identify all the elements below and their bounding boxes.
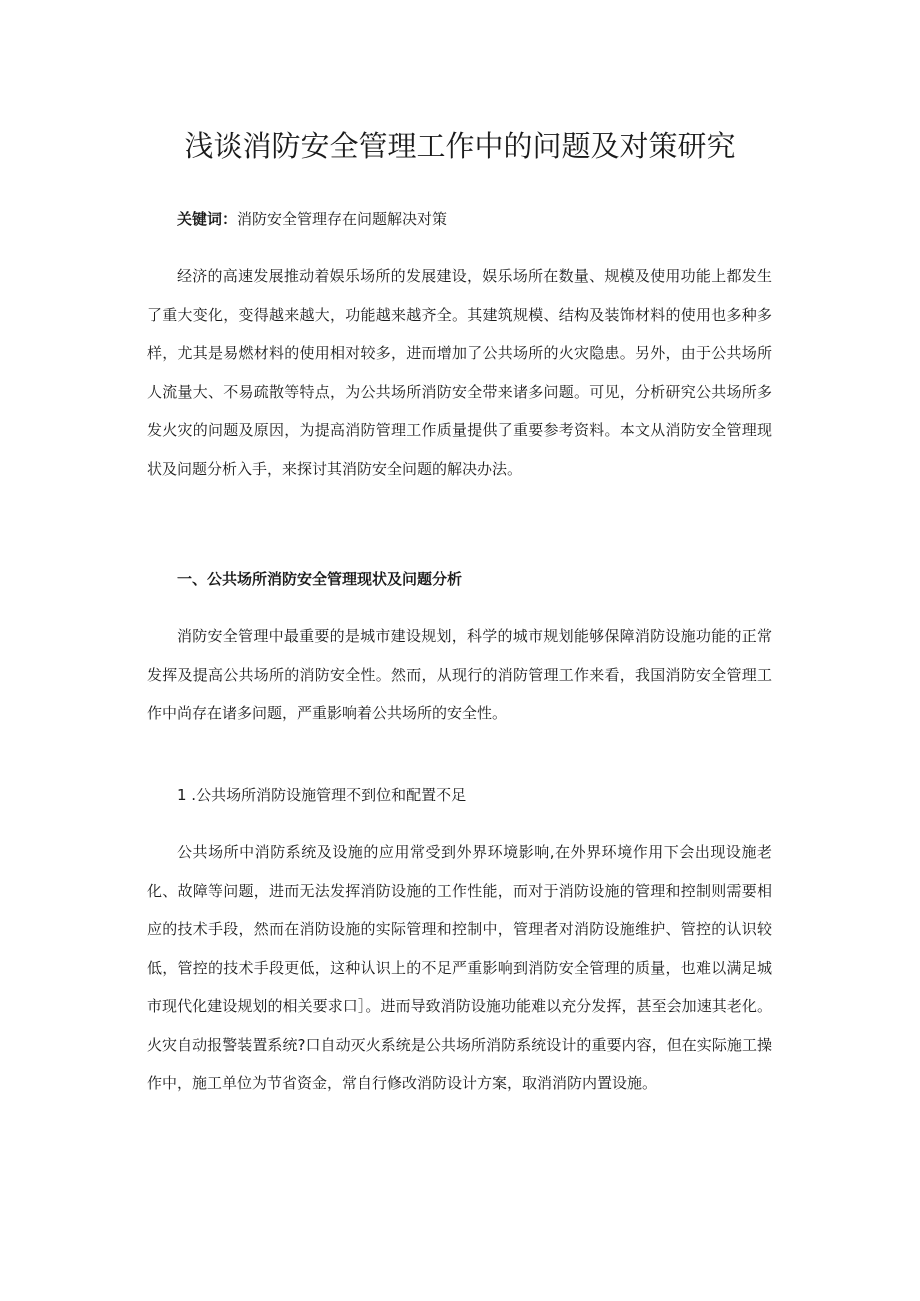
keywords-line	[177, 206, 447, 232]
section-1-paragraph: 消防安全管理中最重要的是城市建设规划，科学的城市规划能够保障消防设施功能的正常发挥及提高公共场所的消防安全性。然而，从现行的消防管理工作来看，我国消防安全管理工作中尚存在诸多问题，严重影响着公共场所的安全性。	[147, 627, 772, 722]
subsection-1-paragraph: 公共场所中消防系统及设施的应用常受到外界环境影响,在外界环境作用下会出现设施老化、故障等问题，进而无法发挥消防设施的工作性能，而对于消防设施的管理和控制则需要相应的技术手段，然而在消防设施的实际管理和控制中，管理者对消防设施维护、管控的认识较低，管控的技术手段更低，这种认识上的不足严重影响到消防安全管理的质量，也难以满足城市现代化建设规划的相关要求口］。进而导致消防设施功能难以充分发挥，甚至会加速其老化。火灾自动报警装置系统?口自动灭火系统是公共场所消防系统设计的重要内容，但在实际施工操作中，施工单位为节省资金，常自行修改消防设计方案，取消消防内置设施。	[147, 843, 772, 1092]
keywords-value: 消防安全管理存在问题解决对策	[237, 210, 448, 228]
section-1-heading: 一、公共场所消防安全管理现状及问题分析	[177, 570, 463, 588]
subsection-1-heading: 1 .公共场所消防设施管理不到位和配置不足	[177, 786, 467, 804]
document-title: 浅谈消防安全管理工作中的问题及对策研究	[184, 129, 736, 163]
keywords-label: 关键词：	[177, 210, 238, 228]
intro-paragraph: 经济的高速发展推动着娱乐场所的发展建设，娱乐场所在数量、规模及使用功能上都发生了重大变化，变得越来越大，功能越来越齐全。其建筑规模、结构及装饰材料的使用也多种多样，尤其是易燃材料的使用相对较多，进而增加了公共场所的火灾隐患。另外，由于公共场所人流量大、不易疏散等特点，为公共场所消防安全带来诸多问题。可见，分析研究公共场所多发火灾的问题及原因，为提高消防管理工作质量提供了重要参考资料。本文从消防安全管理现状及问题分析入手，来探讨其消防安全问题的解决办法。	[147, 267, 772, 478]
